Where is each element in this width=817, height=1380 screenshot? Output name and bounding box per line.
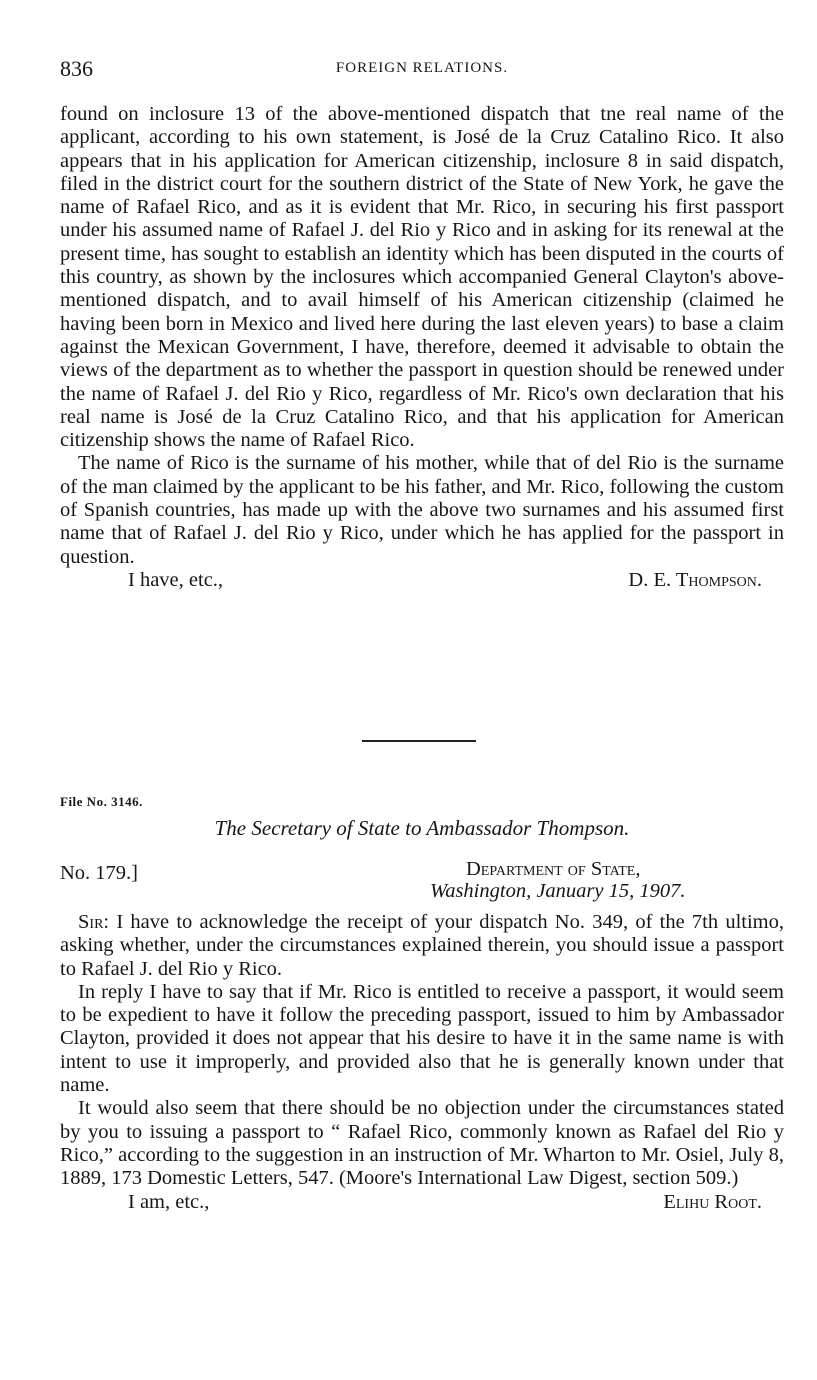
department-heading: Department of State, (466, 858, 641, 880)
letter-root (60, 911, 784, 1214)
letter1-signer: D. E. Thompson. (628, 568, 762, 591)
section-divider (362, 740, 476, 742)
letter2-signer: Elihu Root. (663, 1190, 762, 1213)
page-number: 836 (60, 56, 93, 81)
dateline: Washington, January 15, 1907. (430, 880, 686, 902)
letter1-paragraph-2: The name of Rico is the surname of his mother, while that of del Rio is the surname of the man claimed by the applicant to be his father, and Mr. Rico, following the custom of Spanish countries, has made up with the above two surnames and his assumed first name that of Rafael J. del Rio y Rico, under which he has applied for the passport in question. (60, 452, 784, 568)
running-head: FOREIGN RELATIONS. (335, 60, 509, 76)
document-title: The Secretary of State to Ambassador Thompson. (214, 816, 630, 840)
letter1-signature-row (60, 569, 784, 592)
letter2-paragraph-2: In reply I have to say that if Mr. Rico is entitled to receive a passport, it would seem to be expedient to have it follow the preceding passport, issued to him by Ambassador Clayton, provided it does not appear that his desire to have it in the same name is with intent to use it improperly, and provided also that he is generally known under that name. (60, 980, 784, 1097)
file-number: File No. 3146. (60, 794, 143, 809)
page-header (60, 56, 784, 84)
salutation: Sir: (78, 911, 110, 933)
letter1-paragraph-1: found on inclosure 13 of the above-mentioned dispatch that tne real name of the applicant, according to his own statement, is José de la Cruz Catalino Rico. It also appears that in his application for American citizenship, inclosure 8 in said dispatch, filed in the district court for the southern district of the State of New York, he gave the name of Rafael Rico, and as it is evident that Mr. Rico, in securing his first passport under his assumed name of Rafael J. del Rio y Rico and in asking for its renewal at the present time, has sought to establish an identity which has been disputed in the courts of this country, as shown by the inclosures which accompanied General Clayton's above-mentioned dispatch, and to avail himself of his American citizenship (claimed he having been born in Mexico and lived here during the last eleven years) to base a claim against the Mexican Government, I have, therefore, deemed it advisable to obtain the views of the department as to whether the passport in question should be renewed under the name of Rafael J. del Rio y Rico, regardless of Mr. Rico's own declaration that his real name is José de la Cruz Catalino Rico, and that his application for American citizenship shows the name of Rafael Rico. (60, 103, 784, 452)
letter2-signature-row (60, 1191, 784, 1214)
letter2-paragraph-1 (60, 911, 784, 981)
letter1-closing: I have, etc., (128, 568, 224, 591)
letter2-paragraph-3: It would also seem that there should be no objection under the circumstances stated by you to issuing a passport to “ Rafael Rico, commonly known as Rafael del Rio y Rico,” according to the suggestion in an instruction of Mr. Wharton to Mr. Osiel, July 8, 1889, 173 Domestic Letters, 547. (Moore's International Law Digest, section 509.) (60, 1097, 784, 1190)
letter2-closing: I am, etc., (128, 1190, 210, 1213)
letter-thompson (60, 103, 784, 592)
dispatch-number: No. 179.] (60, 862, 139, 884)
letter2-paragraph-1-text: I have to acknowledge the receipt of your dispatch No. 349, of the 7th ultimo, asking whether, under the circumstances explained therein, you should issue a passport to Rafael J. del Rio y Rico. (60, 911, 784, 980)
